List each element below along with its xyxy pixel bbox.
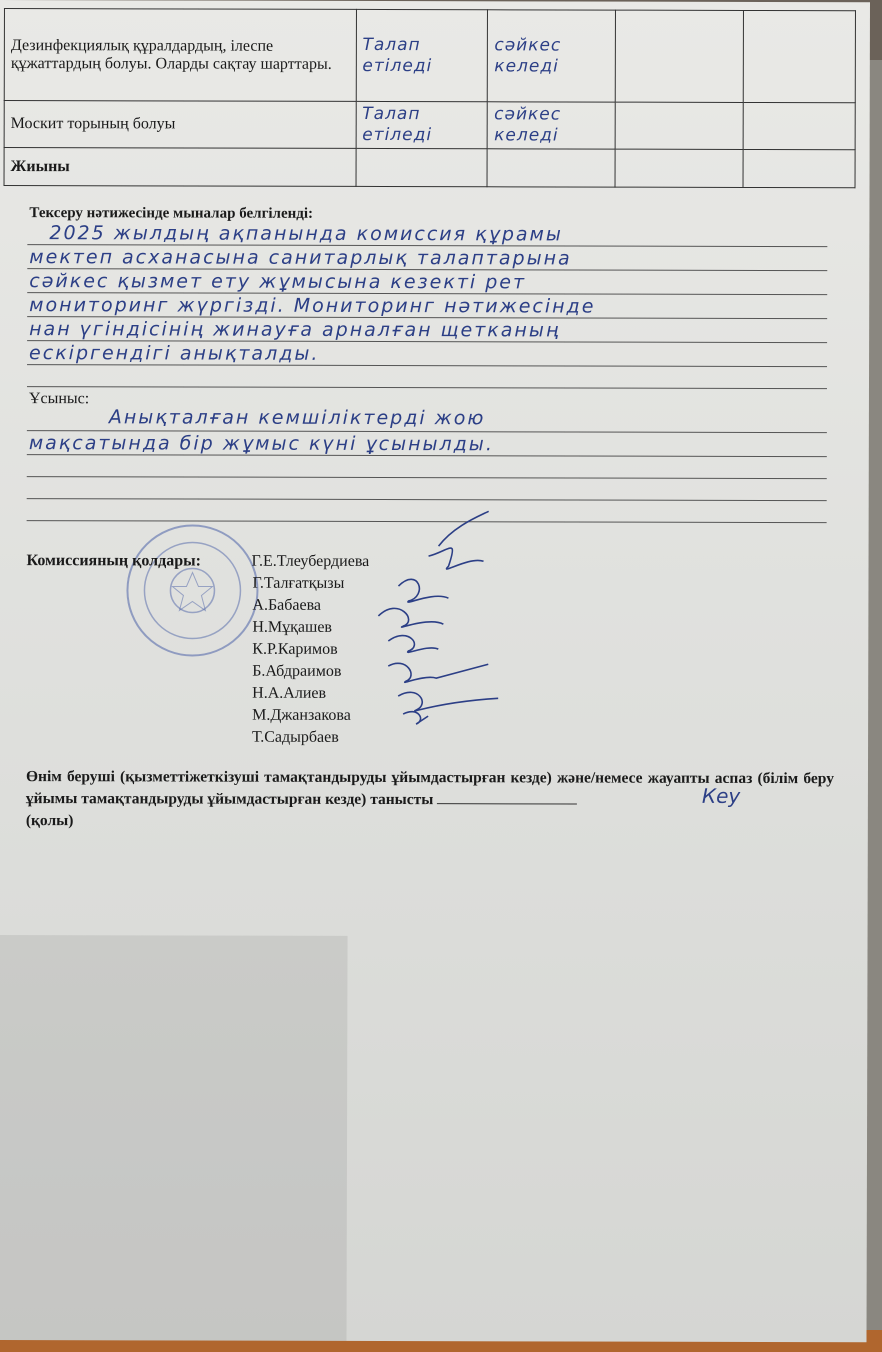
ruled-line <box>27 386 827 389</box>
ruled-line <box>27 476 827 479</box>
empty-cell <box>616 102 744 149</box>
acknowledgement-signature: Кеу <box>701 783 741 808</box>
findings-line: мониторинг жүргізді. Мониторинг нәтижесінде <box>29 294 596 318</box>
inspection-table <box>4 8 856 188</box>
proposal-line: мақсатында бір жұмыс күні ұсынылды. <box>28 432 494 456</box>
signer-name: Г.Е.Тлеубердиева <box>251 552 370 570</box>
findings-line: сәйкес қызмет ету жұмысына кезекті рет <box>29 270 527 294</box>
handwritten-signatures <box>358 506 519 736</box>
signer-name: М.Джанзакова <box>252 706 351 724</box>
criterion-cell: Дезинфекциялық құралдардың, ілеспе құжаттардың болуы. Оларды сақтау шарттары. <box>4 9 356 102</box>
acknowledgement-text: Өнім беруші (қызметтіжеткізуші тамақтандыруды ұйымдастырған кезде) және/немесе жауапты аспаз (білім беру ұйымы тамақтандыруды ұйымдастырған кезде) танысты (қолы) <box>25 768 834 830</box>
requirement-cell: Талап етіледі <box>356 9 488 101</box>
findings-line: мектеп асханасына санитарлық талаптарына <box>29 246 572 270</box>
signer-name: Т.Садырбаев <box>252 728 339 746</box>
total-label: Жиыны <box>4 148 356 187</box>
empty-cell <box>356 148 488 186</box>
findings-line: ескіргендігі анықталды. <box>29 342 320 365</box>
criterion-cell: Москит торының болуы <box>4 101 356 149</box>
empty-cell <box>743 10 855 102</box>
signer-name: Н.Мұқашев <box>252 618 333 636</box>
empty-cell <box>615 149 743 187</box>
status-cell: сәйкес келеді <box>488 10 616 102</box>
findings-line: нан үгіндісінің жинауға арналған щетканың <box>29 318 561 342</box>
proposal-heading: Ұсыныс: <box>28 390 90 408</box>
ruled-line <box>27 498 827 501</box>
empty-cell <box>616 10 744 102</box>
empty-cell <box>743 149 855 187</box>
table-row <box>4 101 855 150</box>
table-row <box>4 9 855 103</box>
signer-name: Г.Талғатқызы <box>252 574 345 592</box>
requirement-cell: Талап етіледі <box>356 101 488 148</box>
proposal-line: Анықталған кемшіліктерді жою <box>108 406 486 430</box>
empty-cell <box>487 149 615 187</box>
findings-heading: Тексеру нәтижесінде мыналар белгіленді: <box>29 205 314 222</box>
ruled-line <box>27 364 827 367</box>
signer-name: А.Бабаева <box>252 596 322 614</box>
table-row <box>4 148 855 188</box>
status-cell: сәйкес келеді <box>488 102 616 149</box>
shadow-overlay <box>0 935 348 1341</box>
signer-name: Б.Абдраимов <box>252 662 342 680</box>
official-stamp <box>122 520 262 660</box>
empty-cell <box>743 102 855 149</box>
findings-line: 2025 жылдың ақпанында комиссия құрамы <box>49 222 563 246</box>
commission-signatures-label: Комиссияның қолдары: <box>26 552 201 570</box>
acknowledgement-signature-line <box>437 803 577 804</box>
signer-name: Н.А.Алиев <box>252 684 327 702</box>
signer-name: К.Р.Каримов <box>252 640 338 658</box>
